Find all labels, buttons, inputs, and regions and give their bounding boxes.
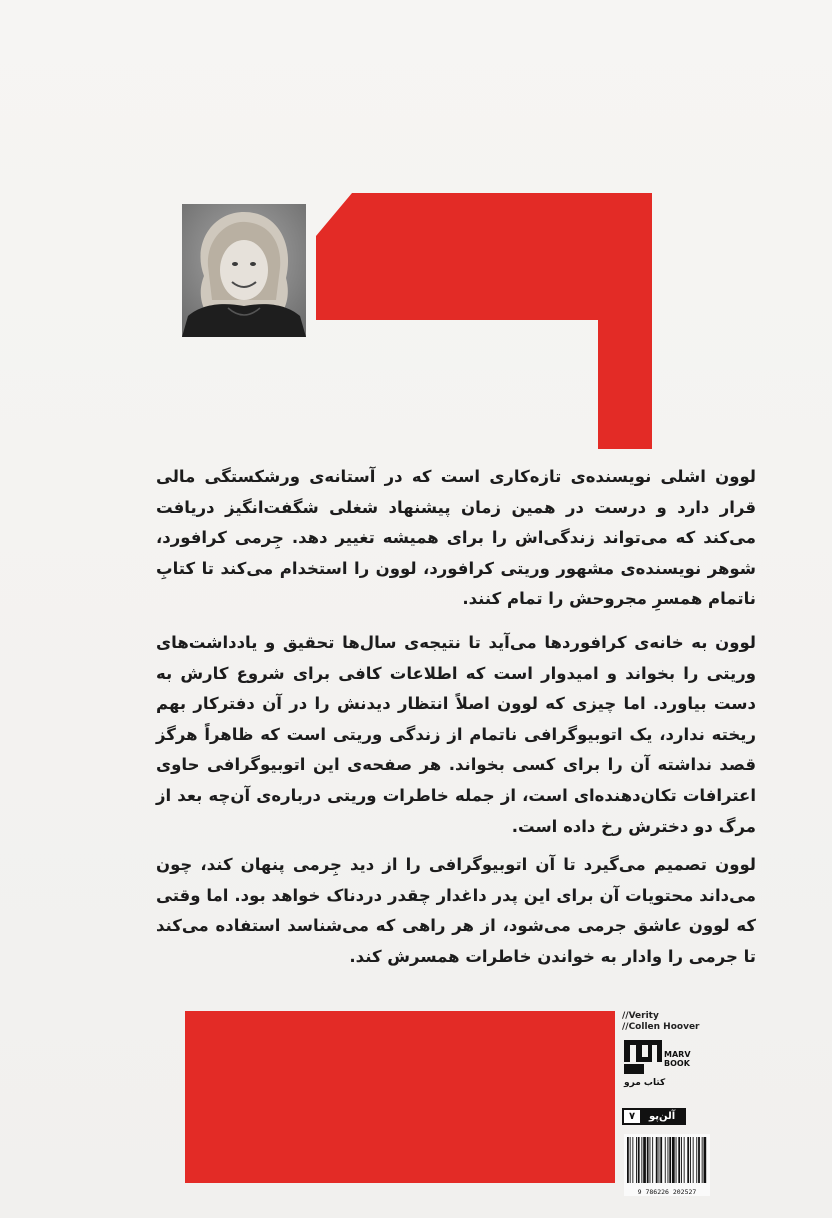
- barcode-bar: [681, 1137, 682, 1183]
- barcode-bar: [643, 1137, 646, 1183]
- credit-lines: [622, 1011, 699, 1033]
- marv-logo-icon: [624, 1040, 662, 1076]
- book-title-en: //Verity: [622, 1011, 659, 1021]
- series-name: آلن‌پو: [648, 1111, 676, 1122]
- barcode-bar: [652, 1137, 653, 1183]
- synopsis-paragraph-1: لوون اشلی نویسنده‌ی تازه‌کاری است که در آستانه‌ی ورشکستگی مالی قرار دارد و درست در همین زمان پیشنهاد شغلی شگفت‌انگیز دریافت می‌کند که می‌تواند زندگی‌اش را برای همیشه تغییر دهد. جِرمی کرافورد، شوهر نویسنده‌ی مشهور وریتی کرافورد، لوون را استخدام می‌کند تا کتابِ ناتمام همسرِ مجروحش را تمام کنند.: [156, 467, 756, 609]
- barcode-bar: [647, 1137, 649, 1183]
- barcode-bar: [632, 1137, 633, 1183]
- barcode-bar: [659, 1137, 660, 1183]
- barcode-bar: [698, 1137, 700, 1183]
- barcode-bar: [704, 1137, 707, 1183]
- synopsis-paragraph-2: لوون به خانه‌ی کرافوردها می‌آید تا نتیجه‌ی سال‌ها تحقیق و یادداشت‌های وریتی را بخواند و امیدوار است که اطلاعات کافی برای شروع کارش به دست بیاورد. اما چیزی که لوون اصلاً انتظار دیدنش را در آن دفترکار بهم ریخته ندارد، یک اتوبیوگرافی ناتمام از زندگی وریتی است که ظاهراً هرگز قصد نداشته آن را برای کسی بخواند. هر صفحه‌ی این اتوبیوگرافی حاوی اعترافات تکان‌دهنده‌ای است، از جمله خاطرات وریتی درباره‌ی آن‌چه بعد از مرگ دو دخترش رخ داده است.: [156, 633, 756, 836]
- barcode-bar: [672, 1137, 675, 1183]
- barcode-bar: [638, 1137, 640, 1183]
- barcode-bar: [630, 1137, 631, 1183]
- series-badge: [622, 1108, 686, 1125]
- author-photo: [182, 204, 306, 337]
- red-bracket-polygon: [316, 193, 652, 449]
- barcode-bar: [690, 1137, 691, 1183]
- barcode-bar: [693, 1137, 694, 1183]
- series-number: ۷: [624, 1110, 640, 1123]
- publisher-name-fa: کتاب مرو: [624, 1078, 666, 1088]
- barcode-bar: [641, 1137, 642, 1183]
- barcode-bar: [684, 1137, 685, 1183]
- barcode-bar: [665, 1137, 666, 1183]
- barcode-bar: [656, 1137, 658, 1183]
- barcode-bar: [687, 1137, 689, 1183]
- red-block-bottom: [185, 1011, 615, 1183]
- synopsis-paragraph-3: لوون تصمیم می‌گیرد تا آن اتوبیوگرافی را از دید جِرمی پنهان کند، چون می‌داند محتویات آن برای این پدر داغدار چقدر دردناک خواهد بود. اما وقتی که لوون عاشق جرمی می‌شود، از هر راهی که می‌شناسد استفاده می‌کند تا جرمی را وادار به خواندن خاطرات همسرش کند.: [156, 855, 756, 966]
- barcode-bar: [676, 1137, 677, 1183]
- barcode-bar: [627, 1137, 629, 1183]
- barcode-bar: [650, 1137, 651, 1183]
- barcode-bar: [668, 1137, 669, 1183]
- barcode-bar: [678, 1137, 680, 1183]
- barcode-bar: [696, 1137, 697, 1183]
- barcode-bar: [702, 1137, 703, 1183]
- red-bracket-shape-top: [0, 0, 832, 460]
- isbn-barcode: [624, 1134, 710, 1196]
- author-name-en: //Collen Hoover: [622, 1022, 700, 1032]
- barcode-bars: [624, 1134, 710, 1186]
- barcode-bar: [660, 1137, 662, 1183]
- author-portrait-image: [182, 204, 306, 337]
- barcode-digits: 9 786226 202527: [637, 1188, 697, 1196]
- barcode-bar: [669, 1137, 671, 1183]
- barcode-bar: [636, 1137, 637, 1183]
- publisher-name-en: MARV BOOK: [664, 1050, 691, 1068]
